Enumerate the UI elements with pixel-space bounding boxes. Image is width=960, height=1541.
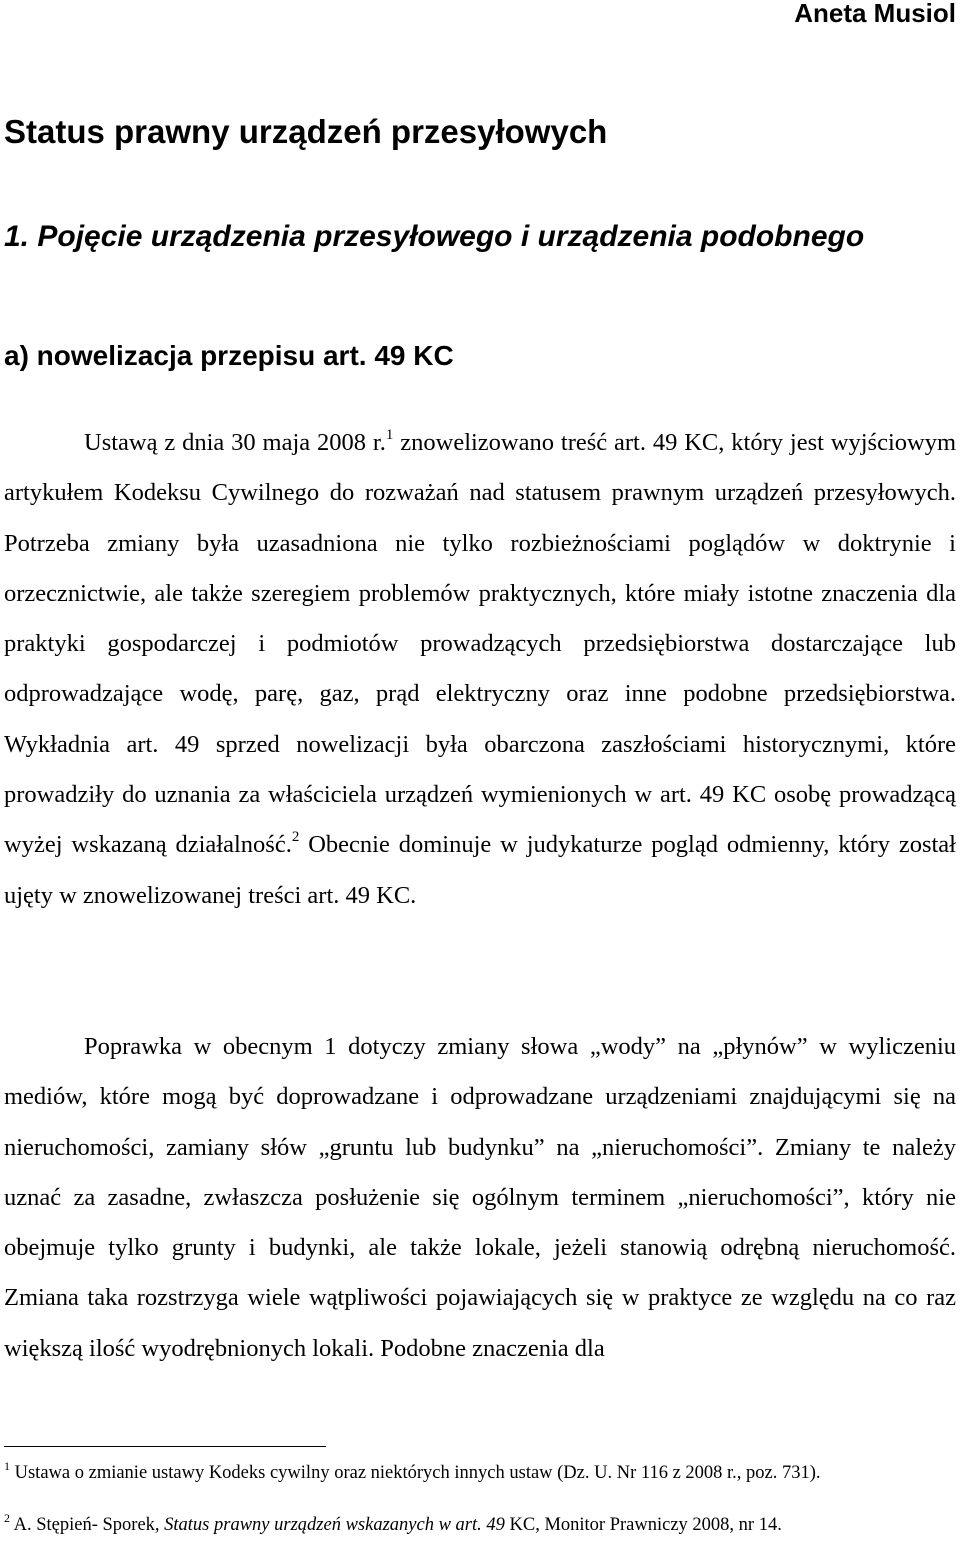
footnote-ref-1[interactable]: 1 xyxy=(385,427,394,443)
paragraph-text: Obecnie dominuje w judykaturze pogląd odmienny, który został ujęty w znowelizowanej treści art. 49 KC. xyxy=(4,831,956,909)
paragraph-text: Ustawą z dnia 30 maja 2008 r. xyxy=(84,429,386,456)
footnote-text: A. Stępień- Sporek, xyxy=(10,1515,165,1535)
section-heading: 1. Pojęcie urządzenia przesyłowego i urządzenia podobnego xyxy=(4,220,865,253)
footnote-ref-2[interactable]: 2 xyxy=(291,829,300,846)
footnote-2 xyxy=(4,1513,956,1538)
author-name: Aneta Musiol xyxy=(794,0,956,28)
footnote-separator xyxy=(4,1446,326,1447)
body-paragraph-1 xyxy=(4,418,956,921)
subsection-heading: a) nowelizacja przepisu art. 49 KC xyxy=(4,340,454,371)
paragraph-text: znowelizowano treść art. 49 KC, który jest wyjściowym artykułem Kodeksu Cywilnego do rozważań nad statusem prawnym urządzeń przesyłowych. Potrzeba zmiany była uzasadniona nie tylko rozbieżnościami poglądów w doktrynie i orzecznictwie, ale także szeregiem problemów praktycznych, które miały istotne znaczenia dla praktyki gospodarczej i podmiotów prowadzących przedsiębiorstwa dostarczające lub odprowadzające wodę, parę, gaz, prąd elektryczny oraz inne podobne przedsiębiorstwa. Wykładnia art. 49 sprzed nowelizacji była obarczona zaszłościami historycznymi, które prowadziły do uznania za właściciela urządzeń wymienionych w art. 49 KC osobę prowadzącą wyżej wskazaną działalność. xyxy=(4,429,957,859)
footnote-1 xyxy=(4,1461,956,1486)
footnote-text: KC, Monitor Prawniczy 2008, nr 14. xyxy=(504,1515,782,1535)
body-paragraph-2: Poprawka w obecnym 1 dotyczy zmiany słowa „wody” na „płynów” w wyliczeniu mediów, które mogą być doprowadzane i odprowadzane urządzeniami znajdującymi się na nieruchomości, zamiany słów „gruntu lub budynku” na „nieruchomości”. Zmiany te należy uznać za zasadne, zwłaszcza posłużenie się ogólnym terminem „nieruchomości”, który nie obejmuje tylko grunty i budynki, ale także lokale, jeżeli stanowią odrębną nieruchomość. Zmiana taka rozstrzyga wiele wątpliwości pojawiających się w praktyce ze względu na co raz większą ilość wyodrębnionych lokali. Podobne znaczenia dla xyxy=(4,1033,956,1362)
footnote-number: 2 xyxy=(4,1511,10,1525)
document-title: Status prawny urządzeń przesyłowych xyxy=(4,113,608,150)
footnote-text: Ustawa o zmianie ustawy Kodeks cywilny oraz niektórych innych ustaw (Dz. U. Nr 116 z 2008 r., poz. 731). xyxy=(10,1463,821,1483)
footnote-cited-title: Status prawny urządzeń wskazanych w art. 49 xyxy=(164,1515,505,1535)
footnote-number: 1 xyxy=(4,1459,10,1473)
